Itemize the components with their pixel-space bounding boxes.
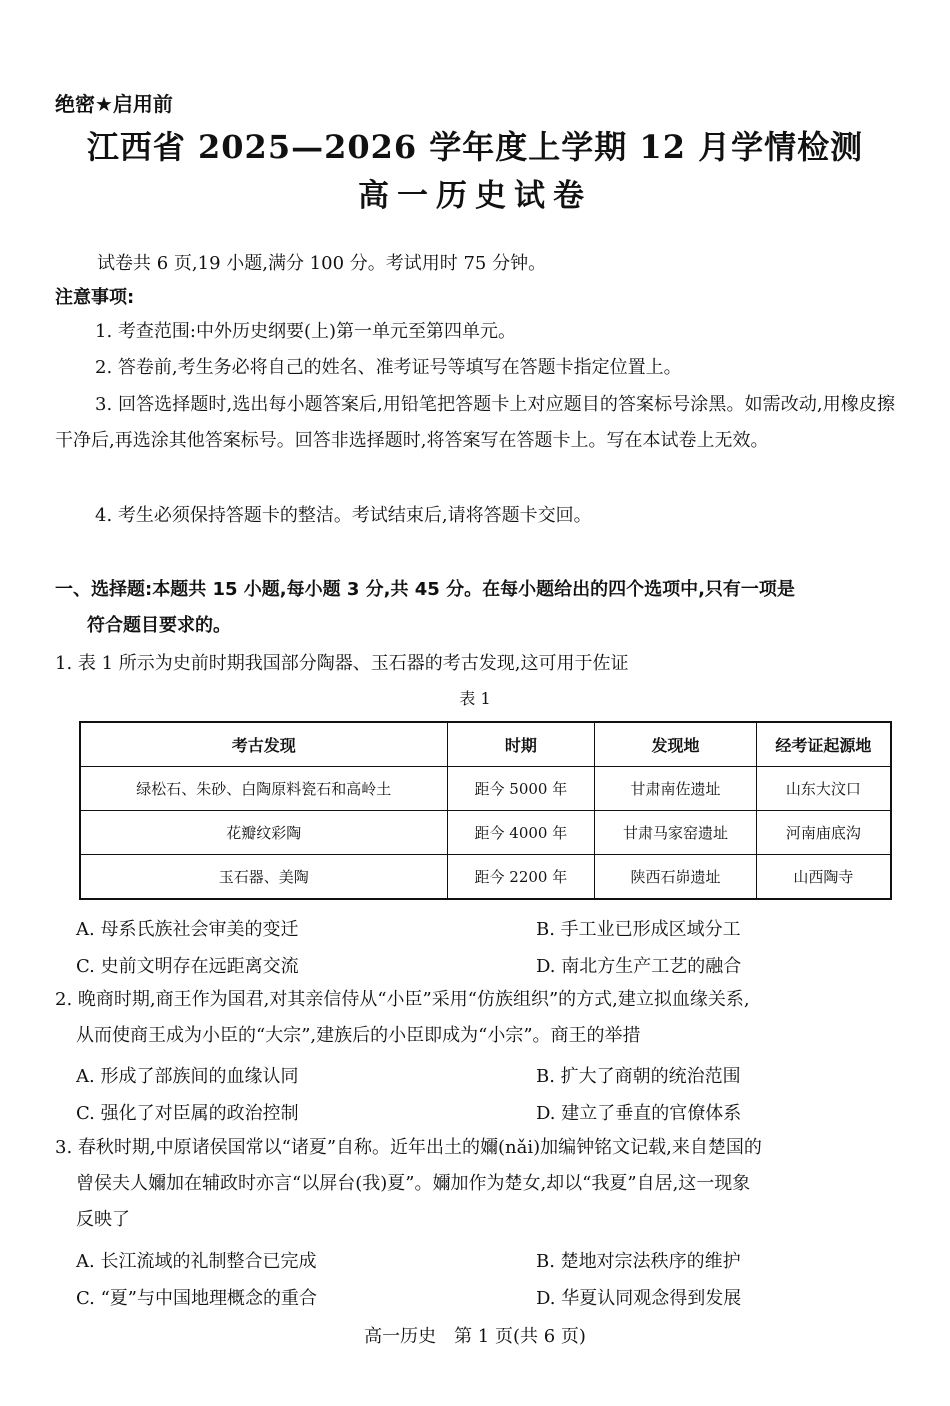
q3-option-c: C. “夏”与中国地理概念的重合	[76, 1288, 317, 1309]
table-cell: 甘肃南佐遗址	[595, 767, 757, 811]
q1-option-d: D. 南北方生产工艺的融合	[536, 956, 742, 977]
q1-option-a: A. 母系氏族社会审美的变迁	[76, 919, 299, 940]
table-row	[80, 811, 891, 855]
exam-subtitle: 高一历史试卷	[358, 178, 592, 214]
table-cell: 花瓣纹彩陶	[80, 811, 447, 855]
section-heading	[55, 572, 900, 644]
archaeology-table	[79, 721, 892, 900]
table-header: 发现地	[595, 722, 757, 767]
exam-title: 江西省 2025—2026 学年度上学期 12 月学情检测	[86, 128, 864, 166]
q2-option-d: D. 建立了垂直的官僚体系	[536, 1103, 742, 1124]
table-row	[80, 767, 891, 811]
q3-option-d: D. 华夏认同观念得到发展	[536, 1288, 742, 1309]
table-header-row	[80, 722, 891, 767]
note-item-4: 4. 考生必须保持答题卡的整洁。考试结束后,请将答题卡交回。	[95, 505, 592, 526]
q3-option-b: B. 楚地对宗法秩序的维护	[536, 1251, 741, 1272]
question-2-stem-line1: 2. 晚商时期,商王作为国君,对其亲信侍从“小臣”采用“仿族组织”的方式,建立拟血缘关系,	[55, 989, 750, 1010]
question-2-stem-line2: 从而使商王成为小臣的“大宗”,建族后的小臣即成为“小宗”。商王的举措	[76, 1025, 641, 1046]
question-3-stem-line3: 反映了	[76, 1209, 130, 1230]
q2-option-a: A. 形成了部族间的血缘认同	[76, 1066, 299, 1087]
table-cell: 山东大汶口	[756, 767, 891, 811]
table-cell: 距今 5000 年	[447, 767, 595, 811]
notes-heading: 注意事项:	[55, 287, 135, 308]
table-cell: 陕西石峁遗址	[595, 855, 757, 900]
q2-option-c: C. 强化了对臣属的政治控制	[76, 1103, 299, 1124]
table-cell: 山西陶寺	[756, 855, 891, 900]
question-3-stem-line1: 3. 春秋时期,中原诸侯国常以“诸夏”自称。近年出土的嬭(nǎi)加编钟铭文记载,来自楚国的	[55, 1137, 762, 1158]
confidential-label: 绝密★启用前	[55, 92, 173, 116]
q1-option-c: C. 史前文明存在远距离交流	[76, 956, 299, 977]
table-header: 考古发现	[80, 722, 447, 767]
table-caption: 表 1	[459, 689, 491, 708]
table-cell: 甘肃马家窑遗址	[595, 811, 757, 855]
table-header: 经考证起源地	[756, 722, 891, 767]
question-1-stem: 1. 表 1 所示为史前时期我国部分陶器、玉石器的考古发现,这可用于佐证	[55, 653, 629, 674]
section-heading-line2: 符合题目要求的。	[87, 615, 231, 636]
table-cell: 距今 4000 年	[447, 811, 595, 855]
table-cell: 距今 2200 年	[447, 855, 595, 900]
section-heading-line1: 一、选择题:本题共 15 小题,每小题 3 分,共 45 分。在每小题给出的四个选项中,只有一项是	[55, 579, 795, 600]
table-cell: 绿松石、朱砂、白陶原料瓷石和高岭土	[80, 767, 447, 811]
table-row	[80, 855, 891, 900]
q1-option-b: B. 手工业已形成区域分工	[536, 919, 741, 940]
note-item-3: 3. 回答选择题时,选出每小题答案后,用铅笔把答题卡上对应题目的答案标号涂黑。如需改动,用橡皮擦干净后,再选涂其他答案标号。回答非选择题时,将答案写在答题卡上。写在本试卷上无效。	[55, 394, 895, 451]
q2-option-b: B. 扩大了商朝的统治范围	[536, 1066, 741, 1087]
question-3-stem-line2: 曾侯夫人嬭加在辅政时亦言“以屏台(我)夏”。嬭加作为楚女,却以“我夏”自居,这一现象	[76, 1173, 751, 1194]
table-header: 时期	[447, 722, 595, 767]
note-item-1: 1. 考查范围:中外历史纲要(上)第一单元至第四单元。	[95, 321, 517, 342]
q3-option-a: A. 长江流域的礼制整合已完成	[76, 1251, 317, 1272]
page-footer: 高一历史 第 1 页(共 6 页)	[364, 1326, 586, 1347]
table-cell: 河南庙底沟	[756, 811, 891, 855]
note-item-2: 2. 答卷前,考生务必将自己的姓名、准考证号等填写在答题卡指定位置上。	[95, 357, 682, 378]
table-cell: 玉石器、美陶	[80, 855, 447, 900]
exam-intro: 试卷共 6 页,19 小题,满分 100 分。考试用时 75 分钟。	[97, 253, 547, 274]
